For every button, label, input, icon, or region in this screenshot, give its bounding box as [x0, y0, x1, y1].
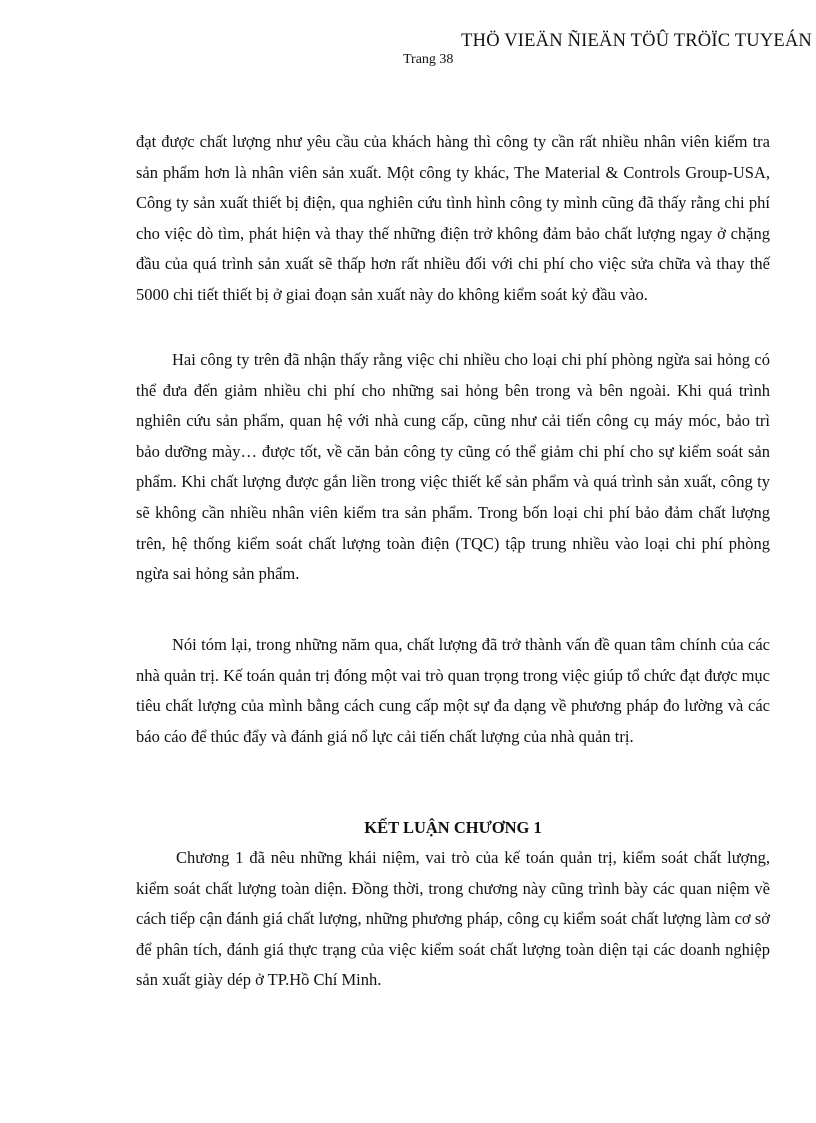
body-paragraph-2: Hai công ty trên đã nhận thấy rằng việc chi nhiều cho loại chi phí phòng ngừa sai hỏng có thể đưa đến giảm nhiều chi phí cho những sai hỏng bên trong và bên ngoài. Khi quá trình nghiên cứu sản phẩm, quan hệ với nhà cung cấp, cũng như cải tiến công cụ máy móc, bảo trì bảo dưỡng mày… được tốt, về căn bản công ty cũng có thể giảm chi phí cho sự kiểm soát sản phẩm. Khi chất lượng được gắn liền trong việc thiết kế sản phẩm và quá trình sản xuất, công ty sẽ không cần nhiều nhân viên kiểm tra sản phẩm. Trong bốn loại chi phí bảo đảm chất lượng trên, hệ thống kiểm soát chất lượng toàn điện (TQC) tập trung nhiều vào loại chi phí phòng ngừa sai hỏng sản phẩm. [136, 350, 770, 584]
body-paragraph-3: Nói tóm lại, trong những năm qua, chất lượng đã trở thành vấn đề quan tâm chính của các nhà quản trị. Kế toán quản trị đóng một vai trò quan trọng trong việc giúp tổ chức đạt được mục tiêu chất lượng của mình bằng cách cung cấp một sự đa dạng về phương pháp đo lường và các báo cáo để thúc đẩy và đánh giá nổ lực cải tiến chất lượng của nhà quản trị. [136, 635, 770, 746]
library-header-banner: THÖ VIEÄN ÑIEÄN TÖÛ TRÖÏC TUYEÁN [461, 31, 812, 51]
body-paragraph-1: đạt được chất lượng như yêu cầu của khách hàng thì công ty cần rất nhiều nhân viên kiểm tra sản phẩm hơn là nhân viên sản xuất. Một công ty khác, The Material & Controls Group-USA, Công ty sản xuất thiết bị điện, qua nghiên cứu tình hình công ty mình cũng đã thấy rằng chi phí cho việc dò tìm, phát hiện và thay thế những điện trở không đảm bảo chất lượng ngay ở chặng đầu của quá trình sản xuất sẽ thấp hơn rất nhiều đối với chi phí cho việc sửa chữa và thay thế 5000 chi tiết thiết bị ở giai đoạn sản xuất này do không kiểm soát kỷ đầu vào. [136, 132, 770, 304]
chapter-conclusion-block [136, 843, 770, 996]
chapter-conclusion-text: Chương 1 đã nêu những khái niệm, vai trò của kế toán quản trị, kiểm soát chất lượng, kiểm soát chất lượng toàn diện. Đồng thời, trong chương này cũng trình bày các quan niệm về cách tiếp cận đánh giá chất lượng, những phương pháp, công cụ kiểm soát chất lượng làm cơ sở để phân tích, đánh giá thực trạng của việc kiểm soát chất lượng toàn diện tại các doanh nghiệp sản xuất giày dép ở TP.Hồ Chí Minh. [136, 848, 770, 990]
body-paragraph-3-block [136, 630, 770, 752]
chapter-conclusion-heading: KẾT LUẬN CHƯƠNG 1 [364, 818, 542, 837]
body-paragraph-2-block [136, 345, 770, 590]
body-paragraph-1-block [136, 127, 770, 311]
page-number: Trang 38 [403, 52, 454, 67]
